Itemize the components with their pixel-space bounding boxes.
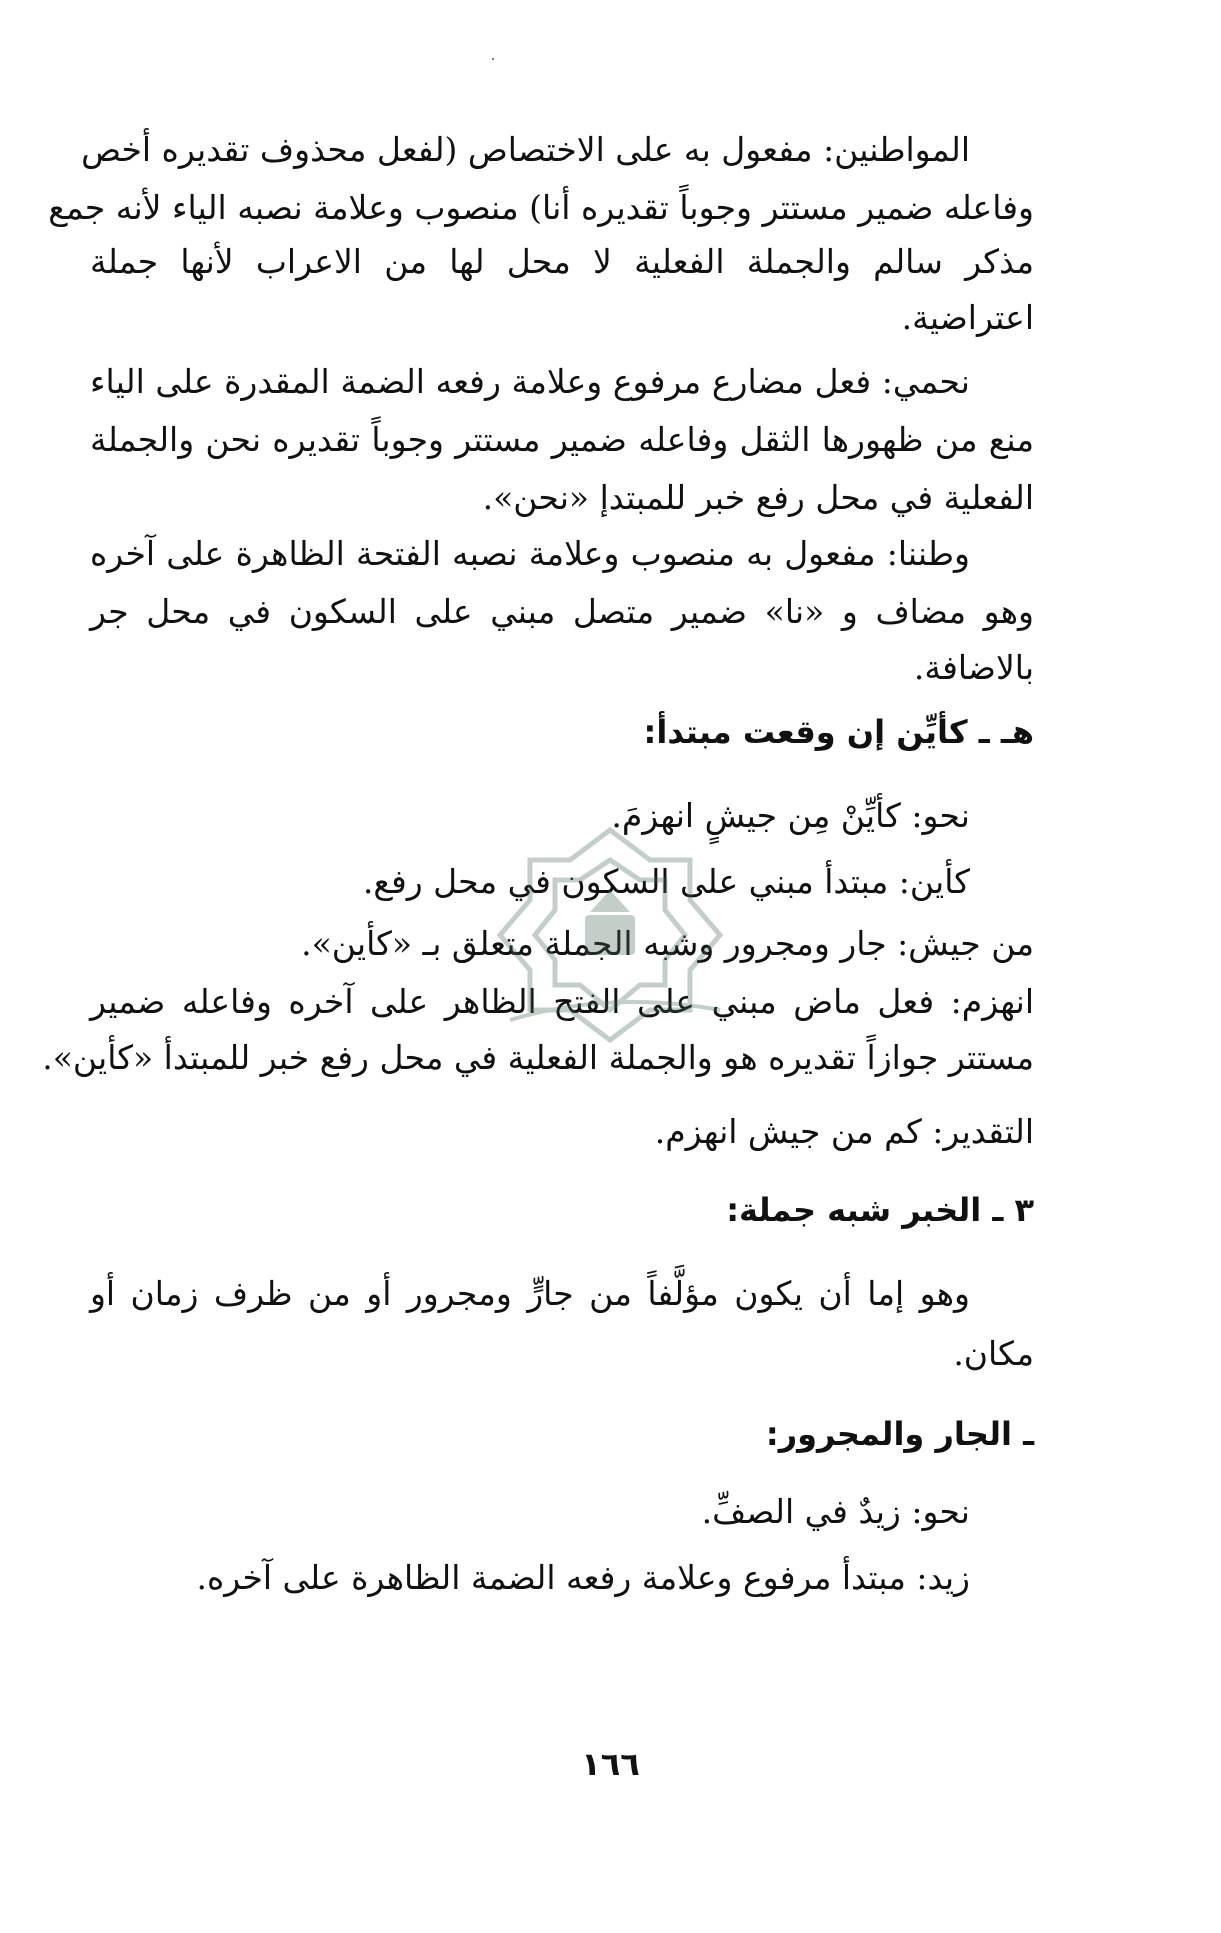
subsection-heading: ـ الجار والمجرور: bbox=[765, 1415, 1034, 1453]
paragraph-line: اعتراضية. bbox=[901, 298, 1034, 337]
paragraph-line: وهو إما أن يكون مؤلَّفاً من جارٍّ ومجرور أو من ظرف زمان أو bbox=[90, 1274, 970, 1313]
analysis-line: انهزم: فعل ماض مبني على الفتح الظاهر على آخره وفاعله ضمير bbox=[90, 982, 1034, 1021]
page-number: ١٦٦ bbox=[581, 1745, 640, 1783]
analysis-line: مستتر جوازاً تقديره هو والجملة الفعلية في محل رفع خبر للمبتدأ «كأين». bbox=[42, 1038, 1034, 1077]
paragraph-line: الفعلية في محل رفع خبر للمبتدإ «نحن». bbox=[482, 478, 1034, 517]
paragraph-line: وطننا: مفعول به منصوب وعلامة نصبه الفتحة الظاهرة على آخره bbox=[90, 534, 970, 573]
analysis-line: من جيش: جار ومجرور وشبه الجملة متعلق بـ «كأين». bbox=[301, 924, 1034, 963]
taqdir-line: التقدير: كم من جيش انهزم. bbox=[654, 1112, 1034, 1151]
paragraph-line: منع من ظهورها الثقل وفاعله ضمير مستتر وجوباً تقديره نحن والجملة bbox=[90, 420, 1034, 459]
section-heading: هـ ـ كأيِّن إن وقعت مبتدأ: bbox=[643, 713, 1034, 751]
paragraph-line: مكان. bbox=[953, 1334, 1034, 1373]
paragraph-line: بالاضافة. bbox=[913, 648, 1034, 687]
paragraph-line: مذكر سالم والجملة الفعلية لا محل لها من الاعراب لأنها جملة bbox=[90, 242, 1034, 281]
section-heading: ٣ ـ الخبر شبه جملة: bbox=[726, 1191, 1034, 1229]
analysis-line: زيد: مبتدأ مرفوع وعلامة رفعه الضمة الظاهرة على آخره. bbox=[196, 1558, 970, 1597]
scan-speck bbox=[492, 58, 494, 60]
paragraph-line: المواطنين: مفعول به على الاختصاص (لفعل محذوف تقديره أخص bbox=[81, 130, 970, 169]
paragraph-line: وفاعله ضمير مستتر وجوباً تقديره أنا) منصوب وعلامة نصبه الياء لأنه جمع bbox=[48, 188, 1034, 227]
example-sentence: نحو: كأيِّنْ مِن جيشٍ انهزمَ. bbox=[611, 796, 970, 835]
paragraph-line: نحمي: فعل مضارع مرفوع وعلامة رفعه الضمة المقدرة على الياء bbox=[90, 362, 970, 401]
analysis-line: كأين: مبتدأ مبني على السكون في محل رفع. bbox=[362, 862, 970, 901]
paragraph-line: وهو مضاف و «نا» ضمير متصل مبني على السكون في محل جر bbox=[90, 592, 1034, 631]
example-sentence: نحو: زيدٌ في الصفِّ. bbox=[701, 1492, 970, 1531]
